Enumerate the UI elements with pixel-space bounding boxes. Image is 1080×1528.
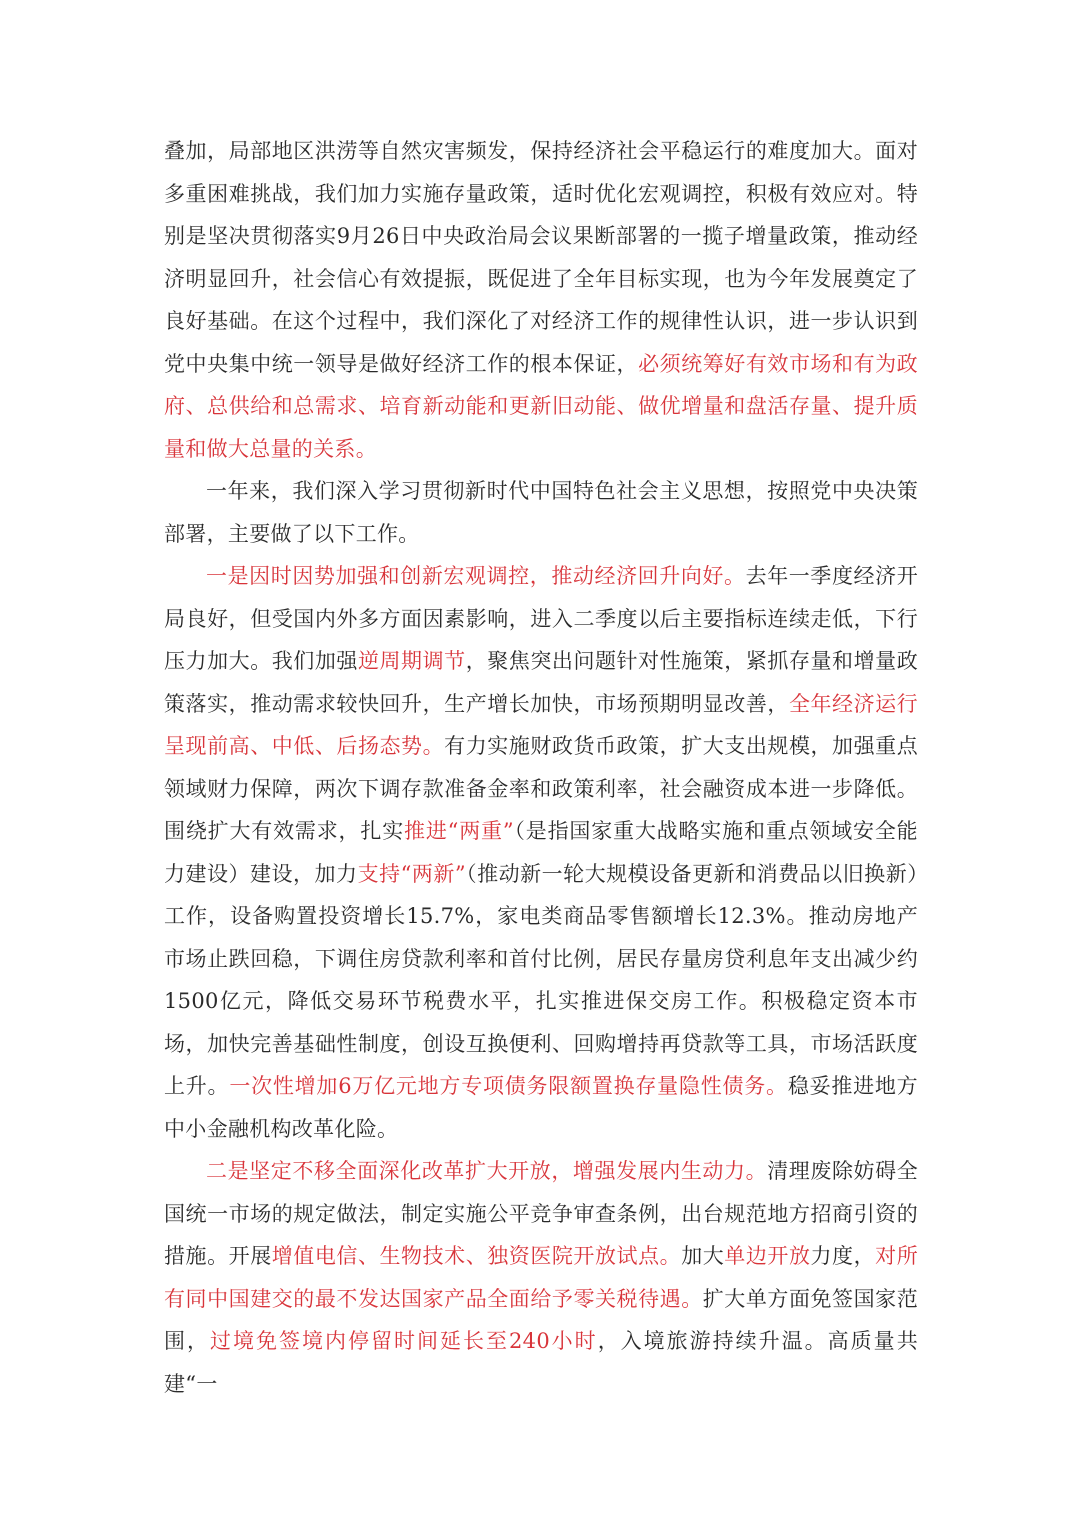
highlighted-text-segment: 二是坚定不移全面深化改革扩大开放，增强发展内生动力。 bbox=[206, 1159, 768, 1183]
text-segment: 力度， bbox=[810, 1244, 876, 1268]
text-segment: 叠加，局部地区洪涝等自然灾害频发，保持经济社会平稳运行的难度加大。面对多重困难挑战，我们加力实施存量政策，适时优化宏观调控，积极有效应对。特别是坚决贯彻落实9月26日中央政治局会议果断部署的一揽子增量政策，推动经济明显回升，社会信心有效提振，既促进了全年目标实现，也为今年发展奠定了良好基础。在这个过程中，我们深化了对经济工作的规律性认识，进一步认识到党中央集中统一领导是做好经济工作的根本保证， bbox=[164, 139, 918, 376]
text-segment: 一年来，我们深入学习贯彻新时代中国特色社会主义思想，按照党中央决策部署，主要做了以下工作。 bbox=[164, 479, 918, 546]
text-segment: （推动新一轮大规模设备更新和消费品以旧换新）工作，设备购置投资增长15.7%，家电类商品零售额增长12.3%。推动房地产市场止跌回稳，下调住房贷款利率和首付比例，居民存量房贷利息年支出减少约1500亿元，降低交易环节税费水平，扎实推进保交房工作。积极稳定资本市场，加快完善基础性制度，创设互换便利、回购增持再贷款等工具，市场活跃度上升。 bbox=[164, 861, 918, 1098]
highlighted-text-segment: 单边开放 bbox=[724, 1244, 811, 1268]
text-segment: 加大 bbox=[681, 1244, 725, 1268]
paragraph-4 bbox=[164, 1150, 918, 1405]
report-body-text bbox=[164, 130, 918, 1405]
text-segment: 去年一季度经济开局良好，但受国内外多方面因素影响，进入二季度以后主要指标连续走低，下行压力加大。我们加强 bbox=[164, 564, 918, 673]
highlighted-text-segment: 一是因时因势加强和创新宏观调控，推动经济回升向好。 bbox=[206, 564, 746, 588]
highlighted-text-segment: 增值电信、生物技术、独资医院开放试点。 bbox=[271, 1244, 682, 1268]
text-segment: （是指国家重大战略实施和重点领域安全能力建设）建设，加力 bbox=[164, 819, 918, 886]
text-segment: ，聚焦突出问题针对性施策，紧抓存量和增量政策落实，推动需求较快回升，生产增长加快，市场预期明显改善， bbox=[164, 649, 918, 716]
highlighted-text-segment: 推进“两重” bbox=[404, 819, 514, 843]
text-segment: 稳妥推进地方中小金融机构改革化险。 bbox=[164, 1074, 918, 1141]
highlighted-text-segment: 必须统筹好有效市场和有为政府、总供给和总需求、培育新动能和更新旧动能、做优增量和盘活存量、提升质量和做大总量的关系。 bbox=[164, 351, 918, 461]
paragraph-2 bbox=[164, 470, 918, 555]
text-segment: 清理废除妨碍全国统一市场的规定做法，制定实施公平竞争审查条例，出台规范地方招商引资的措施。开展 bbox=[164, 1159, 918, 1268]
highlighted-text-segment: 支持“两新” bbox=[357, 861, 466, 886]
text-segment: 扩大单方面免签国家范围， bbox=[164, 1286, 918, 1353]
text-segment: 有力实施财政货币政策，扩大支出规模，加强重点领域财力保障，两次下调存款准备金率和政策利率，社会融资成本进一步降低。围绕扩大有效需求，扎实 bbox=[164, 734, 918, 843]
paragraph-1 bbox=[164, 130, 918, 470]
highlighted-text-segment: 对所有同中国建交的最不发达国家产品全面给予零关税待遇。 bbox=[164, 1244, 919, 1311]
highlighted-text-segment: 过境免签境内停留时间延长至240小时 bbox=[210, 1329, 598, 1353]
highlighted-text-segment: 全年经济运行呈现前高、中低、后扬态势。 bbox=[164, 691, 918, 758]
text-segment: ，入境旅游持续升温。高质量共建“一 bbox=[164, 1329, 918, 1396]
highlighted-text-segment: 一次性增加6万亿元地方专项债务限额置换存量隐性债务。 bbox=[229, 1074, 788, 1098]
highlighted-text-segment: 逆周期调节 bbox=[357, 649, 466, 673]
paragraph-3 bbox=[164, 555, 918, 1150]
